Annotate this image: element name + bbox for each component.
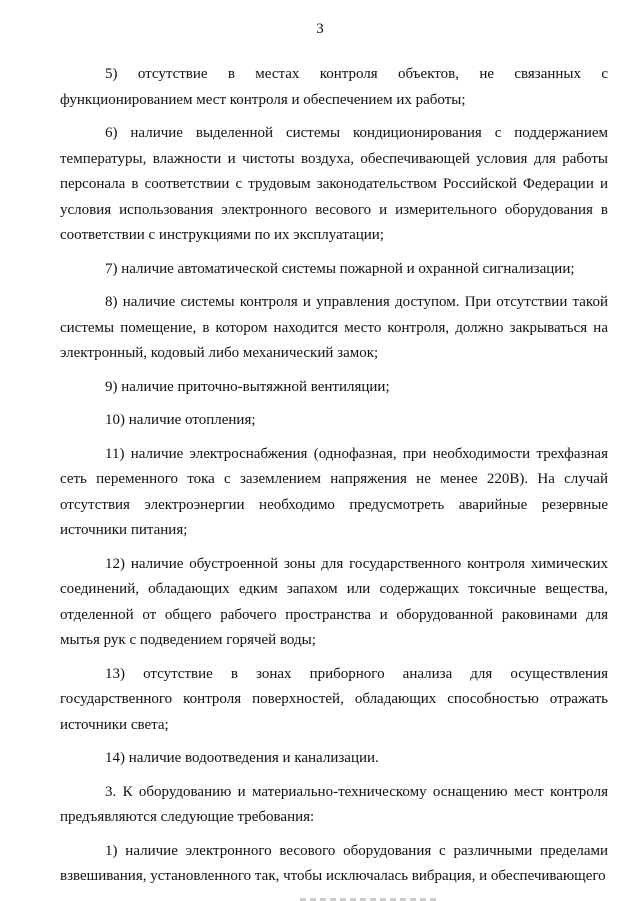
paragraph-item-8: 8) наличие системы контроля и управления доступом. При отсутствии такой системы помещение, в котором находится место контроля, должно закрываться на электронный, кодовый либо механический замок; [60,294,608,361]
paragraph-item-12: 12) наличие обустроенной зоны для государственного контроля химических соединений, обладающих едким запахом или содержащих токсичные вещества, отделенной от общего рабочего пространства и оборудованной раковинами для мытья рук с подведением горячей воды; [60,555,608,648]
paragraph-section-3-item-1: 1) наличие электронного весового оборудования с различными пределами взвешивания, установленного так, чтобы исключалась вибрация, и обеспечивающего [60,842,608,884]
paragraph-item-13: 13) отсутствие в зонах приборного анализа для осуществления государственного контроля поверхностей, обладающих способностью отражать источники света; [60,665,608,733]
paragraph-item-7: 7) наличие автоматической системы пожарной и охранной сигнализации; [105,260,575,277]
paragraph-item-11: 11) наличие электроснабжения (однофазная, при необходимости трехфазная сеть переменного тока с заземлением напряжения не менее 220В). На случай отсутствия электроэнергии необходимо предусмотреть аварийные резервные источники питания; [60,445,608,538]
document-body [60,62,608,890]
paragraph-item-6: 6) наличие выделенной системы кондиционирования с поддержанием температуры, влажности и чистоты воздуха, обеспечивающей условия для работы персонала в соответствии с трудовым законодательством Российской Федерации и условия использования электронного весового и измерительного оборудования в соответствии с инструкциями по их эксплуатации; [60,125,608,243]
paragraph-item-9: 9) наличие приточно-вытяжной вентиляции; [105,378,390,395]
page-number: 3 [316,21,324,37]
section-3-heading: 3. К оборудованию и материально-техническому оснащению мест контроля предъявляются следующие требования: [60,783,608,825]
paragraph-item-10: 10) наличие отопления; [105,412,256,428]
paragraph-item-14: 14) наличие водоотведения и канализации. [105,750,379,766]
paragraph-item-5: 5) отсутствие в местах контроля объектов, не связанных с функционированием мест контроля и обеспечением их работы; [60,66,608,108]
